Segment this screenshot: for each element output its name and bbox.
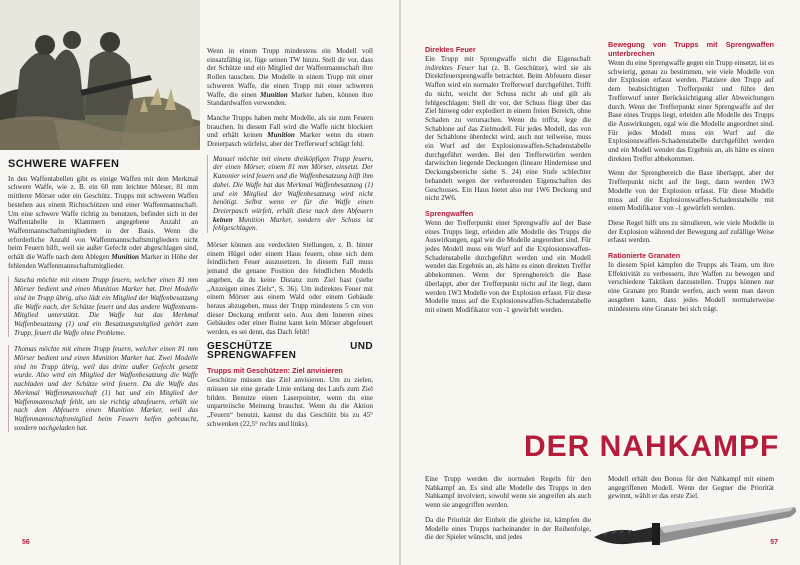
text: Munition Marker, sondern der Schuss ist fehlgeschlagen. <box>213 215 373 233</box>
heading-geschuetze: GESCHÜTZE UND SPRENGWAFFEN <box>207 340 373 361</box>
text: Manche Trupps haben mehr Modelle, als sie zum Feuern brauchen. In diesem Fall wird die Waffe nicht blockiert und erhält keinen <box>207 113 373 140</box>
text: Marker in Höhe der fehlenden Waffenmannschaftsmitglieder. <box>8 253 198 270</box>
left-page <box>0 0 399 565</box>
text: hat (z. B. Geschütze), wird sie als Direktfeuersprengwaffe betrachtet. Beim Abfeuern dieser Waffen wird ein normaler Trefferwurf durchgeführt. Trifft du nicht, weicht der Schuss nicht ab und gilt als fehlgeschlagen: Stell dir vor, der Schuss fliegt über das Ziel hinweg oder explodiert in einem freien Bereich, ohne Schaden zu verursachen. Wenn du triffst, lege die Schablone auf das Zielmodell. Für jedes Modell, das von der Schablone überdeckt wird, auch nur teilweise, muss ein Wurf auf der Explosionswaffen-Schadenstabelle durchgeführt werden. Bei den Trefferwürfen werden darwischen liegende Deckungen (lineare Hindernisse und Deckungsbereiche siehe S. 24) eine Stufe schlechter behandelt wegen der verheerenden Eigenschaften des Geschosses. Ein Haus bietet also nur 1W6 Deckung und nicht 2W6. <box>425 63 592 203</box>
keyword-munition: Munition <box>111 253 139 262</box>
section-title-nahkampf: DER NAHKAMPF <box>524 430 780 463</box>
paragraph: Da die Priorität der Einheit die gleiche ist, kämpfen die Modelle eines Trupps nacheinander in der Reihenfolge, die der Spieler wünscht, und jedes <box>425 515 591 542</box>
heading-schwere-waffen: SCHWERE WAFFEN <box>8 158 120 170</box>
left-column-2 <box>207 47 373 434</box>
paragraph: Mörser können aus verdeckten Stellungen, z. B. hinter einem Hügel oder einem Haus feuern, ohne sich dem feindlichen Feuer auszusetzen. In diesem Fall muss jemand die genaue Position des feindlichen Modells angeben, da du keine Distanz zum Ziel hast (siehe „Anzeigen eines Ziels“, S. 36). Um indirektes Feuer mit einem Mörser aus einem Wald oder einem Gebäude heraus abzugeben, muss der Trupp mindestens 5 cm von dieser Deckung entfernt sein. Aus dem Inneren eines Gebäudes oder einer Ruine kann kein Mörser abgefeuert werden, es sei denn, das Dach fehlt! <box>207 241 373 337</box>
paragraph: In diesem Spiel kämpfen die Trupps als Team, um ihre Effektivität zu verbessern, ihre Waffen zu bewegen und verschiedene Taktiken darzustellen. Trupps können nur eine Granate pro Runde werfen, auch wenn man davon ausgehen kann, dass jedes Modell normalerweise mindestens eine Granate bei sich trägt. <box>608 261 774 313</box>
right-column-1 <box>425 45 591 321</box>
text: Marker haben, können ihre Standardwaffen verwenden. <box>207 90 373 108</box>
subheading-rationierte-granaten: Rationierte Granaten <box>608 251 681 261</box>
example-quote-1: Sascha möchte mit einem Trupp feuern, welcher einen 81 mm Mörser bedient und einen Munition Marker hat. Drei Modelle sind im Trupp übrig, also lädt ein Mitglied der Waffenbesatzung die Waffe nach, der Schütze feuert und das andere Waffenteam-Mitglied unterstützt. Die Waffe hat das Merkmal Waffenbesatzung (1) und ein Besatzungsmitglied gehört zum Trupp, feuert die Waffe ohne Probleme. <box>8 276 198 337</box>
left-column-1 <box>8 160 198 440</box>
right-column-2 <box>608 40 774 319</box>
nahkampf-column-1 <box>425 475 591 548</box>
example-quote-3 <box>207 155 373 233</box>
paragraph: Wenn der Trefferpunkt einer Sprengwaffe auf der Base eines Trupps liegt, erleiden alle Modelle des Trupps die Auswirkungen, egal wie die Modelle angeordnet sind. Für jedes Modell muss ein Wurf auf die Explosionswaffen-Schadenstabelle durchgeführt werden und ein Modell wendet das Ergebnis an, als hätte es einen direkten Treffer abbekommen. Wenn der Sprengbereich die Base überlappt, aber der Trefferpunkt nicht auf ihr liegt, dann werden 1W3 Modelle von der Explosion erfasst. Für diese Modelle muss auf die Explosionswaffen-Schadenstabelle mit einem Modifikator von -1 gewürfelt werden. <box>425 218 591 314</box>
text: In den Waffentabellen gibt es einige Waffen mit dem Merkmal schwere Waffe, wie z. B. ein 60 mm leichter Mörser, 81 mm mittlerer Mörser oder ein Geschütz. Trupps mit schweren Waffen bestehen aus einem Richtschützen und einer Waffenmannschaft. Um eine schwere Waffe richtig zu benutzen, befindet sich in der Waffentabelle in Klammern angegebene Anzahl an Waffenmannschaftsmitgliedern in der Basis. Wenn die erforderliche Anzahl von Waffenmannschaftsmitgliedern nicht beim Feuern hilft, weil sie außer Gefecht oder abgeschlagen sind, erhält die Waffe nach dem Ablegen <box>8 174 198 262</box>
subheading-ziel-anvisieren: Trupps mit Geschützen: Ziel anvisieren <box>207 366 343 376</box>
keyword-indirektes-feuer: indirektes Feuer <box>425 63 475 72</box>
text: Wenn in einem Trupp mindestens ein Modell voll einsatzfähig ist, füge seinen TW hinzu. Stell dir vor, dass der Schütze und ein Mitglied der Waffenmannschaft ihre Rollen tauschen. Die Modelle in einem Trupp mit einer schweren Waffe, die einen Trupp mit einer schweren Waffe, die einen <box>207 47 373 99</box>
paragraph: Geschütze müssen das Ziel anvisieren. Um zu zielen, müssen sie eine gerade Linie entlang des Laufs zum Ziel bilden. Benutze einen Laserpointer, wenn du eine unparteiische Meinung brauchst. Wenn du die Aktion „Feuern“ benutzt, kannst du das Geschütz bis zu 45° schwenken (22,5° rechts und links). <box>207 376 373 428</box>
text: Marker wenn du einen Dreierpasch würfelst, aber der Trefferwurf schlägt fehl. <box>207 131 373 149</box>
paragraph <box>207 47 373 108</box>
paragraph <box>207 114 373 149</box>
keyword-keinen: keinen <box>213 215 233 224</box>
subheading-sprengwaffen: Sprengwaffen <box>425 208 474 218</box>
miniatures-photo <box>0 0 200 150</box>
right-page <box>401 0 800 565</box>
page-number-right: 57 <box>770 539 778 546</box>
page-number-left: 56 <box>22 539 30 546</box>
paragraph: Wenn der Sprengbereich die Base überlappt, aber der Trefferpunkt nicht auf ihr liegt, dann werden 1W3 Modelle von der Explosion erfasst. Für diese Modelle muss auf die Explosionswaffen-Schadenstabelle mit einem Modifikator von -1 gewürfelt werden. <box>608 169 774 213</box>
paragraph: Modell erhält den Bonus für den Nahkampf mit einem angegriffenen Modell. Wenn der Gegner die Priorität gewinnt, wählt er das erste Ziel. <box>608 475 774 501</box>
example-quote-2: Thomas möchte mit einem Trupp feuern, welcher einen 81 mm Mörser bedient und einen Munition Marker hat. Zwei Modelle sind im Trupp übrig, weil das dritte außer Gefecht gesetzt wurde. Also wird ein Mitglied der Waffenbesatzung die Waffe nachladen und der Schütze wird feuern. Da die Waffe das Merkmal Waffenmannschaft (1) hat und ein Mitglied der Waffenmannschaft fehlt, um sie richtig abzufeuern, erhält sie nach dem Abfeuern einen Munition Marker, weil das Waffenmannschaftsmitglied beim Feuern helfen gebraucht, sondern nachgeladen hat. <box>8 345 198 432</box>
paragraph: Diese Regel hilft uns zu simulieren, wie viele Modelle in der Explosion während der Bewegung auf zufällige Weise erfasst werden. <box>608 218 774 245</box>
paragraph: Wenn du eine Sprengwaffe gegen ein Trupp einsetzt, ist es schwierig, genau zu bestimmen, wie viele Modelle von der Explosion erfasst werden. Platziere den Trupp auf dem beabsichtigten Trefferpunkt und führe den Trefferwurf unter Berücksichtigung aller Abweichungen durch. Wenn der Trefferpunkt einer Sprengwaffe auf der Base eines Trupps liegt, erleiden alle Modelle des Trupps die Auswirkungen, egal wie die Modelle angeordnet sind. Für jedes Modell muss ein Wurf auf die Explosionswaffen-Schadenstabelle durchgeführt werden und ein Modell wendet das Ergebnis an, als hätte es einen direkten Treffer abbekommen. <box>608 59 774 163</box>
keyword-munition: Munition <box>267 131 295 140</box>
paragraph <box>8 175 198 271</box>
subheading-direktes-feuer: Direktes Feuer <box>425 45 476 54</box>
soldier-miniatures-image <box>0 0 200 150</box>
subheading-bewegung-unterbrechen: Bewegung von Trupps mit Sprengwaffen unterbrechen <box>608 40 774 58</box>
combat-knife-illustration <box>594 497 800 559</box>
paragraph: Eine Trupp werden die normalen Regeln für den Nahkampf an. Es sind alle Modelle des Trupps in den Nahkampf involviert, sowohl wenn sie angreifen als auch wenn sie angegriffen werden. <box>425 475 591 510</box>
text: Manuel möchte mit einem dreiköpfigen Trupp feuern, der einen Mörser, einem 81 mm Mörser, einsetzt. Der Kanonier wird feuern und die Waffenbesatzung hilft ihm dabei. Die Waffe hat das Merkmal Waffenbesatzung (1) und ein Mitglied der Waffenbesatzung wird nicht benötigt. Selbst wenn er für die Waffe einen Dreierpasch würfelt, erhält diese nach dem Abfeuern <box>213 154 373 215</box>
text: Ein Trupp mit Sprengwaffe nicht die Eigenschaft <box>425 55 591 63</box>
keyword-munition: Munition <box>260 90 288 99</box>
paragraph <box>425 55 591 203</box>
